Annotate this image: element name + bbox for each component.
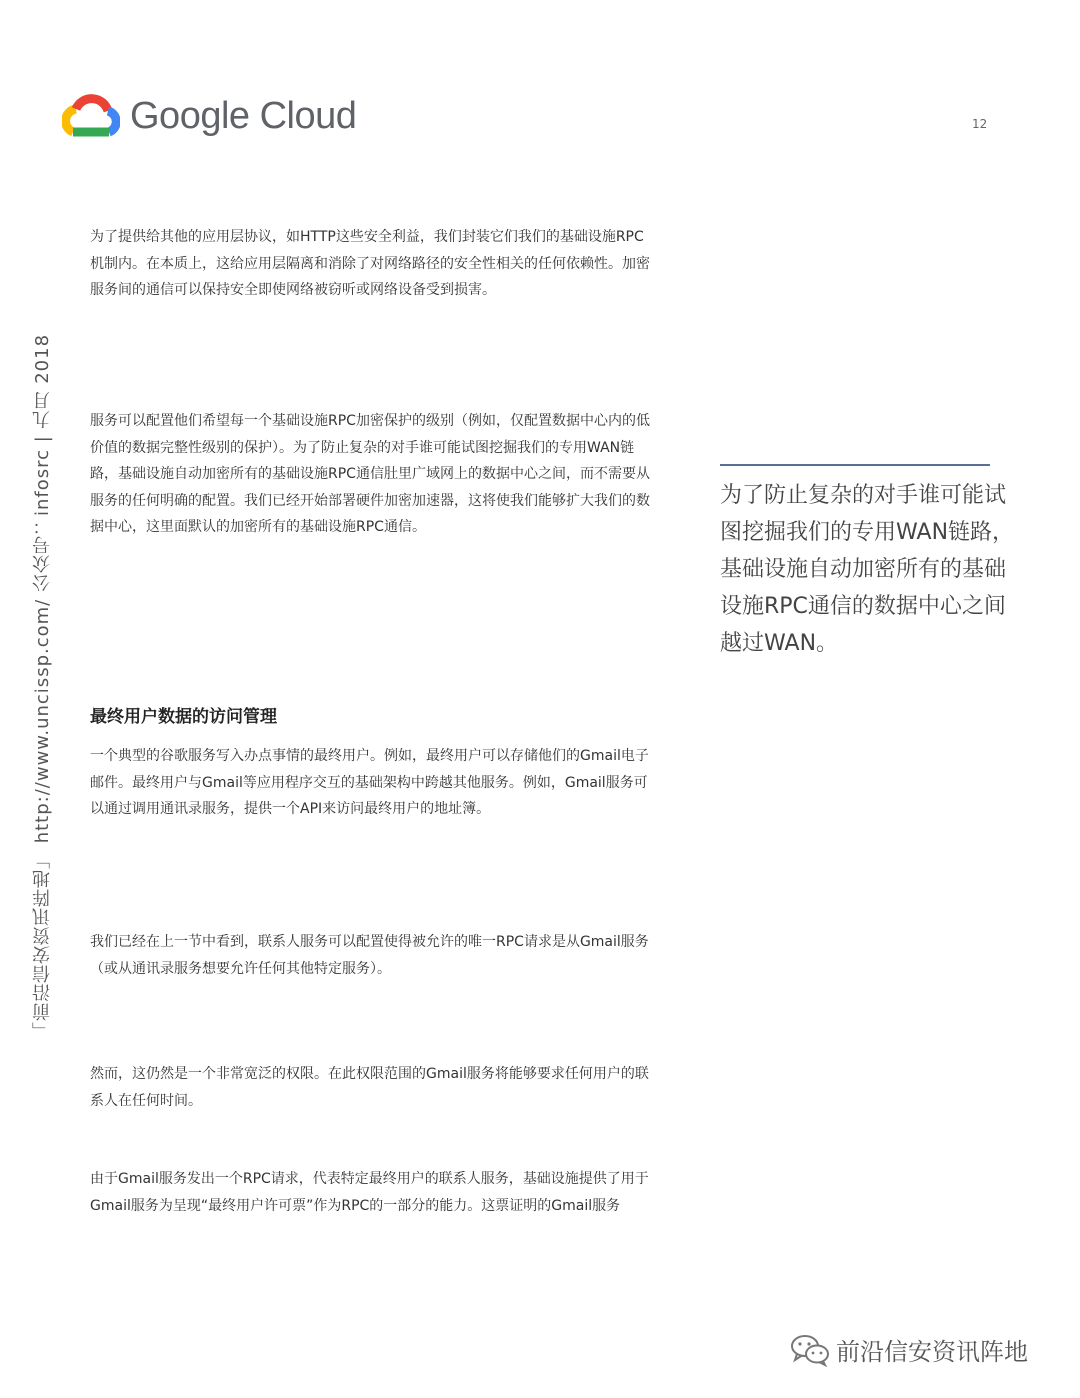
- cloud-logo-icon: [62, 92, 120, 140]
- pull-quote: 为了防止复杂的对手谁可能试图挖掘我们的专用WAN链路，基础设施自动加密所有的基础设施RPC通信的数据中心之间越过WAN。: [720, 483, 1015, 656]
- paragraph-1: 为了提供给其他的应用层协议，如HTTP这些安全利益，我们封装它们我们的基础设施RPC机制内。在本质上，这给应用层隔离和消除了对网络路径的安全性相关的任何依赖性。加密服务间的通信可以保持安全即使网络被窃听或网络设备受到损害。: [90, 229, 650, 298]
- watermark-text: 前沿信安资讯阵地: [836, 1338, 1028, 1366]
- paragraph-2: 服务可以配置他们希望每一个基础设施RPC加密保护的级别（例如，仅配置数据中心内的低价值的数据完整性级别的保护）。为了防止复杂的对手谁可能试图挖掘我们的专用WAN链路，基础设施自动加密所有的基础设施RPC通信肚里广域网上的数据中心之间，而不需要从服务的任何明确的配置。我们已经开始部署硬件加密加速器，这将使我们能够扩大我们的数据中心，这里面默认的加密所有的基础设施RPC通信。: [90, 413, 650, 535]
- sidebar-watermark: 「前沿信安资讯阵地」 http://www.uncissp.com/ 公众号：infosrc | 九月 2018: [32, 333, 53, 1040]
- logo-text: Google Cloud: [130, 94, 357, 137]
- paragraph-6: 由于Gmail服务发出一个RPC请求，代表特定最终用户的联系人服务，基础设施提供了用于Gmail服务为呈现“最终用户许可票”作为RPC的一部分的能力。这票证明的Gmail服务: [90, 1171, 649, 1214]
- page-number: 12: [972, 117, 988, 131]
- paragraph-4: 我们已经在上一节中看到，联系人服务可以配置使得被允许的唯一RPC请求是从Gmail服务（或从通讯录服务想要允许任何其他特定服务）。: [90, 934, 649, 977]
- wechat-watermark: [790, 1332, 1028, 1367]
- paragraph-5: 然而，这仍然是一个非常宽泛的权限。在此权限范围的Gmail服务将能够要求任何用户的联系人在任何时间。: [90, 1066, 649, 1109]
- pull-quote-rule: [720, 464, 990, 466]
- google-cloud-logo: [62, 92, 356, 140]
- paragraph-3: 一个典型的谷歌服务写入办点事情的最终用户。例如，最终用户可以存储他们的Gmail电子邮件。最终用户与Gmail等应用程序交互的基础架构中跨越其他服务。例如，Gmail服务可以通过调用通讯录服务，提供一个API来访问最终用户的地址簿。: [90, 748, 649, 817]
- wechat-icon: [790, 1333, 830, 1367]
- section-heading: 最终用户数据的访问管理: [90, 707, 277, 727]
